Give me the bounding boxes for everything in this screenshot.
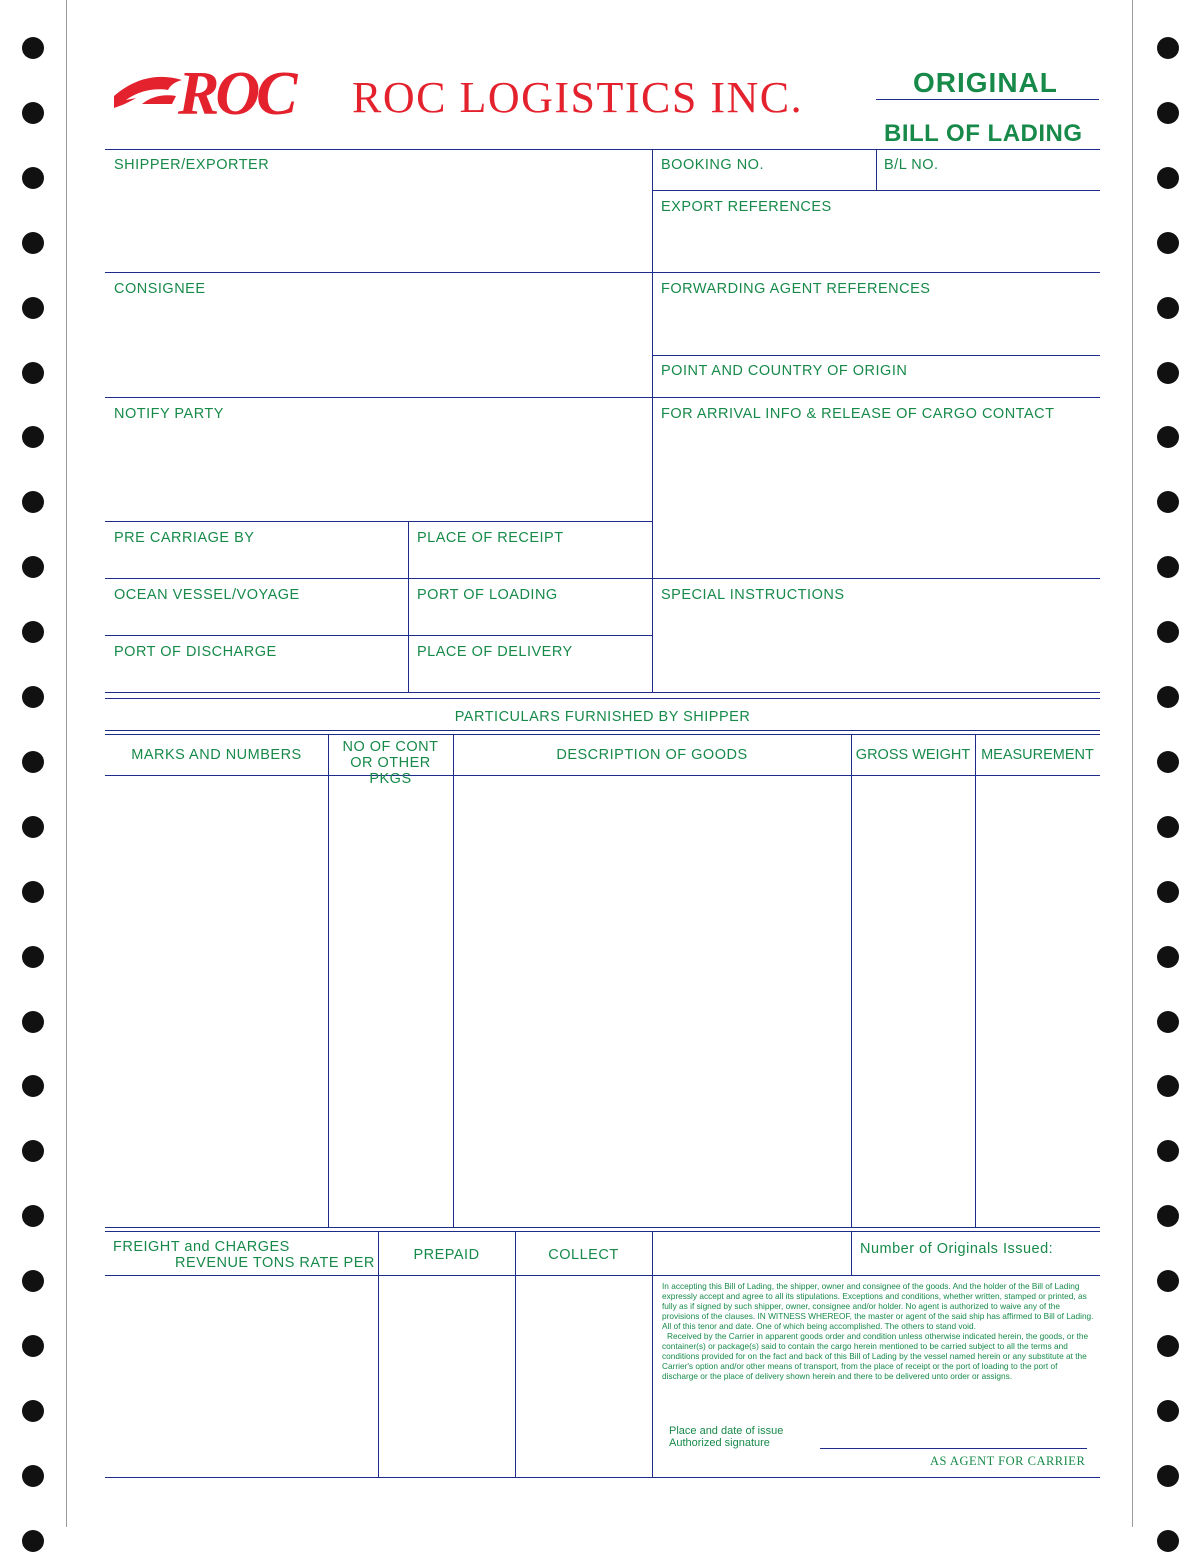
- right-margin-perforation: [1132, 0, 1133, 1527]
- feed-hole: [1157, 1205, 1179, 1227]
- rule: [105, 272, 1100, 273]
- column-header-marks: MARKS AND NUMBERS: [131, 747, 302, 763]
- feed-hole: [1157, 297, 1179, 319]
- freight-charges-label: FREIGHT and CHARGES: [113, 1239, 290, 1255]
- feed-hole: [1157, 686, 1179, 708]
- rule: [105, 1231, 1100, 1232]
- pre-carriage-field[interactable]: PRE CARRIAGE BY: [114, 530, 255, 546]
- feed-hole: [1157, 232, 1179, 254]
- feed-hole: [22, 1140, 44, 1162]
- rule: [652, 190, 1100, 191]
- feed-hole: [1157, 37, 1179, 59]
- feed-hole: [1157, 881, 1179, 903]
- feed-hole: [1157, 1335, 1179, 1357]
- feed-hole: [22, 1205, 44, 1227]
- feed-hole: [22, 1075, 44, 1097]
- rule: [105, 698, 1100, 699]
- rule: [105, 397, 1100, 398]
- title-underline: [876, 99, 1099, 100]
- feed-hole: [1157, 1465, 1179, 1487]
- rule: [105, 521, 652, 522]
- feed-hole: [22, 491, 44, 513]
- rule: [975, 734, 976, 1228]
- rule: [652, 1231, 653, 1477]
- rule: [105, 692, 1100, 693]
- rule: [851, 734, 852, 1228]
- feed-hole: [1157, 426, 1179, 448]
- feed-hole: [1157, 491, 1179, 513]
- rule: [105, 1275, 1100, 1276]
- feed-hole: [22, 167, 44, 189]
- particulars-title: PARTICULARS FURNISHED BY SHIPPER: [454, 709, 751, 725]
- feed-hole: [22, 1400, 44, 1422]
- rule: [105, 1227, 1100, 1228]
- collect-column-header: COLLECT: [548, 1247, 619, 1263]
- feed-hole: [1157, 1270, 1179, 1292]
- ocean-vessel-field[interactable]: OCEAN VESSEL/VOYAGE: [114, 587, 300, 603]
- authorized-signature-label: Authorized signature: [669, 1437, 770, 1449]
- forwarding-agent-field[interactable]: FORWARDING AGENT REFERENCES: [661, 281, 931, 297]
- copy-type-label: ORIGINAL: [913, 67, 1058, 98]
- feed-hole: [1157, 102, 1179, 124]
- feed-hole: [1157, 751, 1179, 773]
- port-of-loading-field[interactable]: PORT OF LOADING: [417, 587, 558, 603]
- rule: [105, 775, 1100, 776]
- column-header-description: DESCRIPTION OF GOODS: [556, 747, 748, 763]
- feed-hole: [22, 1530, 44, 1552]
- rule: [851, 1231, 852, 1275]
- feed-hole: [22, 1335, 44, 1357]
- feed-hole: [22, 297, 44, 319]
- feed-hole: [22, 751, 44, 773]
- feed-hole: [1157, 1400, 1179, 1422]
- prepaid-column-header: PREPAID: [413, 1247, 480, 1263]
- feed-hole: [22, 362, 44, 384]
- feed-hole: [22, 232, 44, 254]
- feed-hole: [22, 556, 44, 578]
- port-of-discharge-field[interactable]: PORT OF DISCHARGE: [114, 644, 277, 660]
- feed-hole: [22, 102, 44, 124]
- column-header-gross-weight: GROSS WEIGHT: [855, 747, 971, 763]
- rule: [652, 149, 653, 693]
- rule: [105, 1477, 1100, 1478]
- signature-line[interactable]: [820, 1448, 1087, 1449]
- feed-hole: [1157, 1530, 1179, 1552]
- consignee-field[interactable]: CONSIGNEE: [114, 281, 206, 297]
- rule: [105, 734, 1100, 735]
- left-margin-perforation: [66, 0, 67, 1527]
- feed-hole: [22, 1270, 44, 1292]
- point-of-origin-field[interactable]: POINT AND COUNTRY OF ORIGIN: [661, 363, 908, 379]
- rule: [105, 578, 1100, 579]
- rule: [876, 149, 877, 190]
- rule: [378, 1231, 379, 1477]
- feed-hole: [22, 881, 44, 903]
- feed-hole: [22, 1011, 44, 1033]
- roc-logo: [112, 58, 328, 122]
- notify-party-field[interactable]: NOTIFY PARTY: [114, 406, 224, 422]
- feed-hole: [1157, 816, 1179, 838]
- rule: [652, 355, 1100, 356]
- logo-text: ROC: [178, 60, 294, 122]
- rule: [328, 734, 329, 1228]
- revenue-tons-label: REVENUE TONS RATE PER: [175, 1255, 375, 1271]
- document-title: BILL OF LADING: [884, 120, 1083, 147]
- agent-for-carrier-label: AS AGENT FOR CARRIER: [930, 1454, 1086, 1468]
- feed-hole: [22, 946, 44, 968]
- terms-paragraph: Received by the Carrier in apparent goods order and condition unless otherwise indicated herein, the goods, or the container(s) or package(s) said to contain the cargo herein mentioned to be carried subject to all the terms and conditions provided for on the fact and back of this Bill of Lading by the vessel named herein or any substitute at the Carrier's option and/or other means of transport, from the place of receipt or the port of loading to the port of discharge or the place of delivery shown herein and there to be delivered unto order or assigns.: [662, 1331, 1089, 1381]
- rule: [105, 635, 652, 636]
- shipper-field[interactable]: SHIPPER/EXPORTER: [114, 157, 270, 173]
- feed-hole: [22, 686, 44, 708]
- feed-hole: [1157, 167, 1179, 189]
- place-date-label: Place and date of issue: [669, 1425, 784, 1437]
- bl-no-field[interactable]: B/L NO.: [884, 157, 939, 173]
- rule: [408, 521, 409, 693]
- feed-hole: [1157, 362, 1179, 384]
- feed-hole: [22, 816, 44, 838]
- feed-hole: [22, 1465, 44, 1487]
- feed-hole: [1157, 1140, 1179, 1162]
- originals-issued-field[interactable]: Number of Originals Issued:: [860, 1241, 1054, 1257]
- rule: [105, 730, 1100, 731]
- feed-hole: [22, 426, 44, 448]
- feed-hole: [22, 37, 44, 59]
- feed-hole: [1157, 1075, 1179, 1097]
- place-of-receipt-field[interactable]: PLACE OF RECEIPT: [417, 530, 564, 546]
- special-instructions-field[interactable]: SPECIAL INSTRUCTIONS: [661, 587, 845, 603]
- company-name: ROC LOGISTICS INC.: [352, 73, 804, 122]
- feed-hole: [1157, 1011, 1179, 1033]
- column-header-measurement: MEASUREMENT: [981, 747, 1094, 763]
- feed-hole: [1157, 621, 1179, 643]
- arrival-info-field[interactable]: FOR ARRIVAL INFO & RELEASE OF CARGO CONTACT: [661, 406, 1055, 422]
- feed-hole: [22, 621, 44, 643]
- place-of-delivery-field[interactable]: PLACE OF DELIVERY: [417, 644, 573, 660]
- rule: [105, 149, 1100, 150]
- terms-and-conditions: [662, 1281, 1094, 1381]
- feed-hole: [1157, 556, 1179, 578]
- feed-hole: [1157, 946, 1179, 968]
- booking-no-field[interactable]: BOOKING NO.: [661, 157, 764, 173]
- rule: [515, 1231, 516, 1477]
- export-references-field[interactable]: EXPORT REFERENCES: [661, 199, 832, 215]
- rule: [453, 734, 454, 1228]
- terms-paragraph: In accepting this Bill of Lading, the shipper, owner and consignee of the goods. And the holder of the Bill of Lading expressly accept and agree to all its stipulations. Exceptions and conditions, whether written, stamped or printed, as fully as if signed by such shipper, owner, consignee and/or holder. No agent is authorized to waive any of the provisions of the clauses. IN WITNESS WHEREOF, the master or agent of the said ship has affirmed to Bill of Lading. All of this tenor and date. One of which being accomplished. The others to stand void.: [662, 1281, 1094, 1331]
- column-header-pkgs: NO OF CONT OR OTHER PKGS: [342, 739, 439, 787]
